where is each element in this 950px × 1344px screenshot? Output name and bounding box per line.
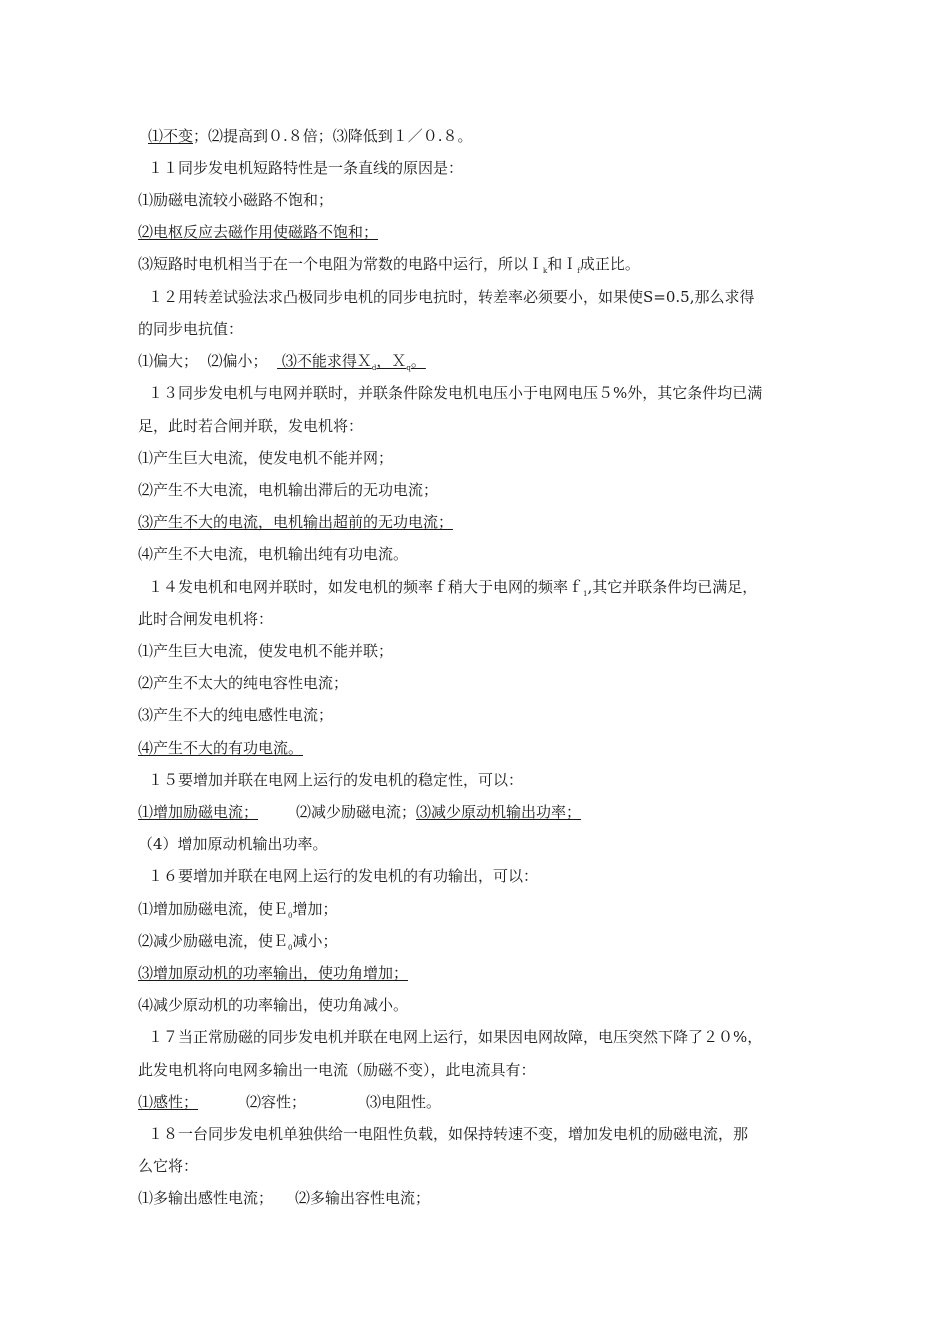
question-18: １８一台同步发电机单独供给一电阻性负载，如保持转速不变，增加发电机的励磁电流，那: [148, 1125, 749, 1143]
question-14: １４发电机和电网并联时，如发电机的频率ｆ稍大于电网的频率ｆ$_1$,其它并联条件均已满足，: [148, 578, 758, 598]
question-14-cont: 此时合闸发电机将：: [138, 610, 274, 628]
underlined-answer: ⑶不能求得Ｘ$_d$，Ｘ$_q$。: [277, 352, 426, 372]
underlined-answer: ⑶减少原动机输出功率；: [416, 803, 582, 821]
underlined-answer: ⑴不变: [148, 127, 194, 145]
question-13: １３同步发电机与电网并联时，并联条件除发电机电压小于电网电压５%外，其它条件均已满: [148, 384, 763, 402]
option-15-4: （4）增加原动机输出功率。: [138, 835, 328, 853]
option-11-3: ⑶短路时电机相当于在一个电阻为常数的电路中运行，所以Ｉ$_k$和Ｉ$_f$成正比。: [138, 255, 640, 275]
option-13-3-correct: ⑶产生不大的电流，电机输出超前的无功电流；: [138, 513, 454, 531]
question-11: １１同步发电机短路特性是一条直线的原因是：: [148, 159, 464, 177]
underlined-answer: ⑴感性；: [138, 1093, 199, 1111]
option-14-3: ⑶产生不大的纯电感性电流；: [138, 706, 334, 724]
question-15: １５要增加并联在电网上运行的发电机的稳定性，可以：: [148, 771, 524, 789]
underlined-answer: ⑴增加励磁电流；: [138, 803, 259, 821]
option-14-1: ⑴产生巨大电流，使发电机不能并联；: [138, 642, 394, 660]
option-13-4: ⑷产生不大电流，电机输出纯有功电流。: [138, 545, 409, 563]
question-17-cont: 此发电机将向电网多输出一电流（励磁不变），此电流具有：: [138, 1061, 536, 1079]
option-13-2: ⑵产生不大电流，电机输出滞后的无功电流；: [138, 481, 439, 499]
options-15: ⑴增加励磁电流； ⑵减少励磁电流；⑶减少原动机输出功率；: [138, 803, 582, 821]
option-13-1: ⑴产生巨大电流，使发电机不能并网；: [138, 449, 394, 467]
question-17: １７当正常励磁的同步发电机并联在电网上运行，如果因电网故障，电压突然下降了２０%，: [148, 1028, 763, 1046]
option-11-2-correct: ⑵电枢反应去磁作用使磁路不饱和；: [138, 223, 379, 241]
option-14-2: ⑵产生不太大的纯电容性电流；: [138, 674, 349, 692]
question-12-cont: 的同步电抗值：: [138, 320, 244, 338]
option-16-1: ⑴增加励磁电流，使Ｅ$_0$增加；: [138, 900, 338, 920]
answer-line-10: ⑴不变；⑵提高到０.８倍；⑶降低到１／０.８。: [148, 127, 473, 145]
options-17: ⑴感性； ⑵容性； ⑶电阻性。: [138, 1093, 442, 1111]
option-16-4: ⑷减少原动机的功率输出，使功角减小。: [138, 996, 409, 1014]
question-13-cont: 足，此时若合闸并联，发电机将：: [138, 417, 364, 435]
options-12: ⑴偏大； ⑵偏小； ⑶不能求得Ｘ$_d$，Ｘ$_q$。: [138, 352, 426, 372]
options-18: ⑴多输出感性电流； ⑵多输出容性电流；: [138, 1189, 431, 1207]
option-14-4-correct: ⑷产生不大的有功电流。: [138, 739, 304, 757]
option-16-3-correct: ⑶增加原动机的功率输出，使功角增加；: [138, 964, 409, 982]
option-11-1: ⑴励磁电流较小磁路不饱和；: [138, 191, 334, 209]
question-16: １６要增加并联在电网上运行的发电机的有功输出，可以：: [148, 867, 539, 885]
option-16-2: ⑵减少励磁电流，使Ｅ$_0$减小；: [138, 932, 338, 952]
question-18-cont: 么它将：: [138, 1157, 199, 1175]
question-12: １２用转差试验法求凸极同步电机的同步电抗时，转差率必须要小，如果使S=0.5,那么求得: [148, 288, 755, 306]
